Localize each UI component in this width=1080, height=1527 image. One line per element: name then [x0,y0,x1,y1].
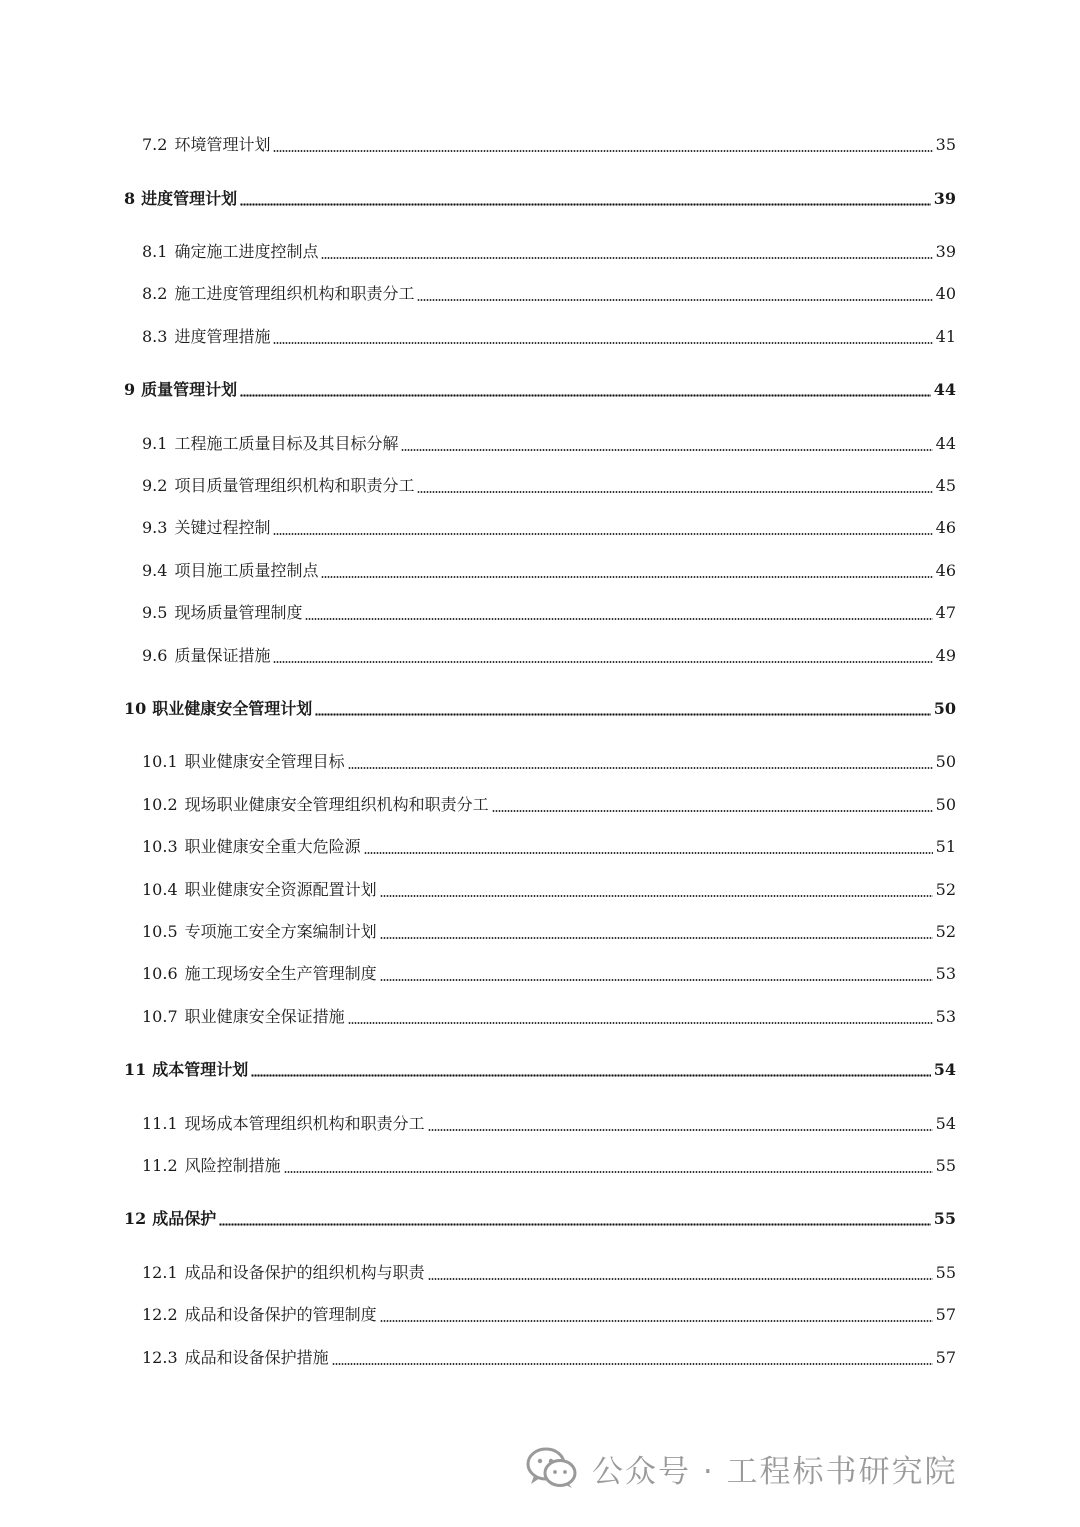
dot-leader [417,287,932,301]
toc-entry-title: 职业健康安全重大危险源 [184,837,361,856]
toc-entry-number: 9.5 [142,603,168,622]
toc-entry[interactable] [142,834,956,860]
dot-leader [219,1212,930,1226]
toc-entry-number: 9.4 [142,561,168,580]
dot-leader [364,840,933,854]
dot-leader [273,138,932,152]
toc-chapter-number: 8 [124,189,136,208]
toc-entry[interactable] [142,1302,956,1328]
dot-leader [240,192,931,206]
dot-leader [428,1117,933,1131]
toc-entry-number: 8.1 [142,242,168,261]
dot-leader [321,564,932,578]
toc-entry[interactable] [142,239,956,265]
toc-entry-page: 54 [935,1114,956,1133]
toc-chapter-number: 9 [124,380,136,399]
toc-entry[interactable] [142,961,956,987]
toc-entry-number: 10.3 [142,837,178,856]
toc-entry-page: 53 [935,964,956,983]
dot-leader [321,245,932,259]
toc-entry-title: 风险控制措施 [184,1156,281,1175]
toc-entry-page: 40 [935,284,956,303]
toc-entry-title: 现场质量管理制度 [174,603,303,622]
dot-leader [380,1308,933,1322]
toc-chapter-title: 职业健康安全管理计划 [152,699,313,718]
toc-entry-page: 45 [935,476,956,495]
toc-chapter-title: 成品保护 [152,1209,217,1228]
toc-entry[interactable] [142,473,956,499]
dot-leader [348,1010,933,1024]
toc-entry[interactable] [142,558,956,584]
toc-entry-number: 10.5 [142,922,178,941]
toc-entry[interactable] [142,515,956,541]
dot-leader [332,1351,933,1365]
toc-entry-title: 项目施工质量控制点 [174,561,319,580]
toc-chapter-number: 10 [124,699,147,718]
dot-leader [492,798,933,812]
toc-entry-title: 项目质量管理组织机构和职责分工 [174,476,415,495]
toc-entry-title: 进度管理措施 [174,327,271,346]
toc-entry-page: 39 [935,242,956,261]
toc-entry-number: 7.2 [142,135,168,154]
toc-entry-title: 现场职业健康安全管理组织机构和职责分工 [184,795,489,814]
toc-entry-number: 10.6 [142,964,178,983]
dot-leader [401,437,932,451]
toc-chapter[interactable] [124,696,956,722]
toc-entry-title: 职业健康安全保证措施 [184,1007,345,1026]
toc-entry[interactable] [142,1111,956,1137]
toc-entry-number: 12.2 [142,1305,178,1324]
watermark-text: 公众号 · 工程标书研究院 [592,1453,958,1490]
toc-chapter-page: 39 [933,189,956,208]
toc-entry-number: 9.1 [142,434,168,453]
dot-leader [380,883,933,897]
toc-entry-page: 55 [935,1156,956,1175]
toc-entry[interactable] [142,1004,956,1030]
dot-leader [273,330,932,344]
toc-entry-title: 职业健康安全管理目标 [184,752,345,771]
toc-entry-title: 专项施工安全方案编制计划 [184,922,377,941]
dot-leader [305,606,932,620]
toc-entry[interactable] [142,643,956,669]
toc-entry-title: 成品和设备保护的组织机构与职责 [184,1263,425,1282]
toc-entry-page: 35 [935,135,956,154]
toc-entry[interactable] [142,1345,956,1371]
toc-entry-title: 关键过程控制 [174,518,271,537]
toc-entry-number: 12.3 [142,1348,178,1367]
toc-chapter-number: 11 [124,1060,147,1079]
toc-entry-number: 10.4 [142,880,178,899]
toc-entry-page: 55 [935,1263,956,1282]
dot-leader [240,383,931,397]
toc-entry-page: 52 [935,880,956,899]
toc-entry-page: 52 [935,922,956,941]
toc-entry-page: 53 [935,1007,956,1026]
toc-entry[interactable] [142,919,956,945]
toc-entry[interactable] [142,1153,956,1179]
toc-entry[interactable] [142,324,956,350]
toc-entry-title: 质量保证措施 [174,646,271,665]
dot-leader [380,925,933,939]
dot-leader [273,649,932,663]
toc-entry-title: 确定施工进度控制点 [174,242,319,261]
toc-entry[interactable] [142,877,956,903]
toc-entry-number: 10.7 [142,1007,178,1026]
toc-entry-number: 12.1 [142,1263,178,1282]
toc-chapter-title: 成本管理计划 [152,1060,249,1079]
watermark [526,1446,958,1490]
toc-entry-title: 职业健康安全资源配置计划 [184,880,377,899]
toc-entry-title: 环境管理计划 [174,135,271,154]
toc-entry-page: 49 [935,646,956,665]
toc-entry-page: 51 [935,837,956,856]
toc-entry[interactable] [142,792,956,818]
toc-entry-number: 9.6 [142,646,168,665]
toc-chapter-title: 质量管理计划 [141,380,238,399]
toc-entry-title: 现场成本管理组织机构和职责分工 [184,1114,425,1133]
toc-entry-title: 施工现场安全生产管理制度 [184,964,377,983]
toc-entry-page: 46 [935,561,956,580]
toc-chapter[interactable] [124,377,956,403]
toc-entry-page: 57 [935,1305,956,1324]
toc-entry-number: 8.2 [142,284,168,303]
toc-chapter-page: 50 [933,699,956,718]
toc-entry[interactable] [142,431,956,457]
dot-leader [315,702,930,716]
toc-entry-page: 47 [935,603,956,622]
toc-entry-page: 50 [935,752,956,771]
toc-entry[interactable] [142,600,956,626]
toc-chapter[interactable] [124,1057,956,1083]
toc-chapter[interactable] [124,186,956,212]
dot-leader [284,1159,933,1173]
toc-entry-number: 9.3 [142,518,168,537]
toc-entry-number: 11.1 [142,1114,178,1133]
toc-entry-title: 成品和设备保护措施 [184,1348,329,1367]
toc-chapter-page: 55 [933,1209,956,1228]
dot-leader [417,479,932,493]
toc-entry[interactable] [142,132,956,158]
toc-entry-number: 11.2 [142,1156,178,1175]
toc-entry-page: 46 [935,518,956,537]
toc-chapter-number: 12 [124,1209,147,1228]
dot-leader [380,967,933,981]
toc-entry-number: 10.1 [142,752,178,771]
toc-entry-page: 41 [935,327,956,346]
toc-entry-page: 50 [935,795,956,814]
dot-leader [348,755,933,769]
toc-entry[interactable] [142,281,956,307]
toc-entry-number: 10.2 [142,795,178,814]
toc-entry-number: 8.3 [142,327,168,346]
toc-chapter-page: 44 [933,380,956,399]
toc-entry[interactable] [142,749,956,775]
dot-leader [251,1063,930,1077]
toc-entry-number: 9.2 [142,476,168,495]
toc-entry-page: 57 [935,1348,956,1367]
toc-entry-page: 44 [935,434,956,453]
toc-chapter-page: 54 [933,1060,956,1079]
wechat-icon [526,1446,578,1490]
toc-entry-title: 成品和设备保护的管理制度 [184,1305,377,1324]
toc-chapter-title: 进度管理计划 [141,189,238,208]
toc-chapter[interactable] [124,1206,956,1232]
dot-leader [428,1266,933,1280]
toc-entry-title: 工程施工质量目标及其目标分解 [174,434,399,453]
toc-entry[interactable] [142,1260,956,1286]
dot-leader [273,521,932,535]
toc-entry-title: 施工进度管理组织机构和职责分工 [174,284,415,303]
